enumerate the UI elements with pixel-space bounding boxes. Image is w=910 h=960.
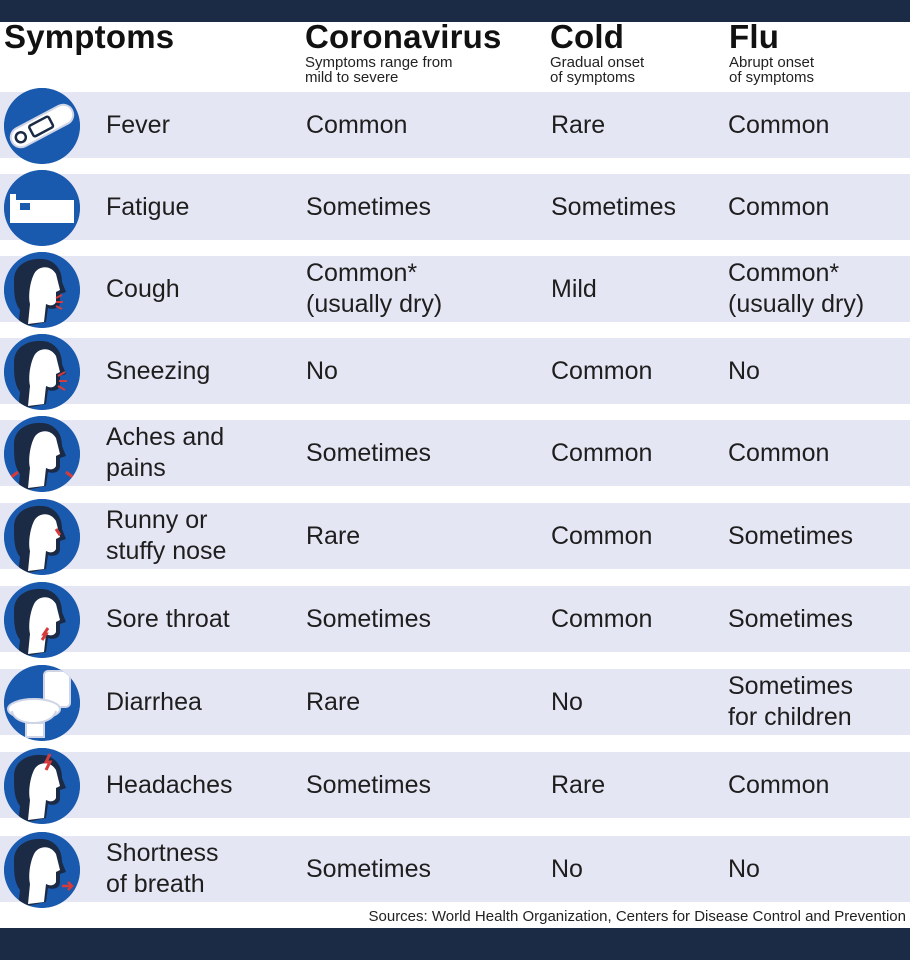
cold-cell — [551, 669, 721, 735]
symptom-cell-text: Runny or stuffy nose — [106, 506, 227, 565]
top-frame-bar — [0, 0, 910, 22]
cold-cell-text: No — [551, 854, 583, 883]
flu-cell — [728, 669, 910, 735]
thermometer-icon — [4, 88, 80, 164]
flu-cell-text: Common — [728, 110, 830, 139]
sneeze-head-icon — [4, 334, 80, 410]
coronavirus-cell — [306, 174, 546, 240]
coronavirus-cell — [306, 420, 546, 486]
symptom-cell-text: Diarrhea — [106, 687, 202, 716]
cold-cell-text: Rare — [551, 110, 606, 139]
symptom-cell-text: Shortness of breath — [106, 839, 219, 898]
flu-cell — [728, 752, 910, 818]
table-row — [0, 92, 910, 158]
coronavirus-cell-text: Common* (usually dry) — [306, 259, 443, 318]
flu-cell — [728, 420, 910, 486]
symptom-cell-text: Fatigue — [106, 192, 190, 221]
flu-cell-text: No — [728, 356, 760, 385]
symptom-cell — [106, 256, 296, 322]
table-row — [0, 256, 910, 322]
coronavirus-cell — [306, 92, 546, 158]
coronavirus-cell — [306, 836, 546, 902]
symptom-cell — [106, 338, 296, 404]
symptom-cell-text: Headaches — [106, 770, 233, 799]
flu-cell — [728, 338, 910, 404]
sore-throat-head-icon — [4, 582, 80, 658]
cold-cell — [551, 92, 721, 158]
coronavirus-cell — [306, 586, 546, 652]
header-flu-title: Flu — [729, 22, 780, 55]
symptom-cell — [106, 503, 296, 569]
toilet-icon — [4, 665, 80, 741]
table-row — [0, 503, 910, 569]
table-row — [0, 752, 910, 818]
table-row — [0, 586, 910, 652]
header-coronavirus-subtitle: Symptoms range from mild to severe — [305, 54, 453, 86]
header-coronavirus-title: Coronavirus — [305, 22, 502, 55]
symptom-cell-text: Cough — [106, 274, 180, 303]
header-flu-subtitle: Abrupt onset of symptoms — [729, 54, 815, 86]
flu-cell-text: No — [728, 854, 760, 883]
coronavirus-cell-text: Common — [306, 110, 408, 139]
flu-cell-text: Sometimes — [728, 521, 854, 550]
symptom-cell — [106, 92, 296, 158]
flu-cell — [728, 503, 910, 569]
flu-cell-text: Common — [728, 438, 830, 467]
runny-nose-head-icon — [4, 499, 80, 575]
flu-cell — [728, 174, 910, 240]
coronavirus-cell-text: Rare — [306, 687, 361, 716]
flu-cell — [728, 836, 910, 902]
table-row — [0, 338, 910, 404]
header-flu — [729, 22, 814, 85]
coronavirus-cell — [306, 752, 546, 818]
bottom-frame-bar — [0, 928, 910, 960]
symptom-cell — [106, 836, 296, 902]
symptom-cell-text: Sore throat — [106, 604, 230, 633]
flu-cell — [728, 256, 910, 322]
header-symptoms-title: Symptoms — [4, 22, 175, 55]
coronavirus-cell — [306, 256, 546, 322]
coronavirus-cell — [306, 338, 546, 404]
sources-note: Sources: World Health Organization, Centers for Disease Control and Prevention — [368, 908, 906, 925]
flu-cell-text: Sometimes for children — [728, 672, 854, 731]
table-row — [0, 420, 910, 486]
header-coronavirus — [305, 22, 502, 85]
coronavirus-cell-text: Sometimes — [306, 438, 432, 467]
flu-cell-text: Common — [728, 192, 830, 221]
header-symptoms — [4, 22, 174, 53]
cold-cell-text: Common — [551, 438, 653, 467]
flu-cell-text: Sometimes — [728, 604, 854, 633]
cold-cell — [551, 420, 721, 486]
coronavirus-cell — [306, 503, 546, 569]
cold-cell-text: Mild — [551, 274, 597, 303]
table-row — [0, 174, 910, 240]
flu-cell-text: Common — [728, 770, 830, 799]
cough-head-icon — [4, 252, 80, 328]
symptom-cell — [106, 752, 296, 818]
coronavirus-cell — [306, 669, 546, 735]
header-cold-title: Cold — [550, 22, 625, 55]
cold-cell-text: Common — [551, 356, 653, 385]
table-row — [0, 669, 910, 735]
cold-cell — [551, 256, 721, 322]
coronavirus-cell-text: Sometimes — [306, 604, 432, 633]
cold-cell-text: Sometimes — [551, 192, 677, 221]
cold-cell-text: Common — [551, 521, 653, 550]
symptom-cell — [106, 420, 296, 486]
symptom-cell — [106, 669, 296, 735]
coronavirus-cell-text: Sometimes — [306, 770, 432, 799]
symptom-comparison-chart — [0, 22, 910, 928]
cold-cell — [551, 338, 721, 404]
header-cold-subtitle: Gradual onset of symptoms — [550, 54, 645, 86]
cold-cell — [551, 836, 721, 902]
breath-head-icon — [4, 832, 80, 908]
coronavirus-cell-text: No — [306, 356, 338, 385]
cold-cell — [551, 503, 721, 569]
coronavirus-cell-text: Rare — [306, 521, 361, 550]
cold-cell — [551, 174, 721, 240]
flu-cell — [728, 586, 910, 652]
headache-head-icon — [4, 748, 80, 824]
flu-cell — [728, 92, 910, 158]
coronavirus-cell-text: Sometimes — [306, 192, 432, 221]
symptom-cell — [106, 174, 296, 240]
cold-cell-text: Rare — [551, 770, 606, 799]
aches-head-icon — [4, 416, 80, 492]
symptom-cell-text: Sneezing — [106, 356, 211, 385]
bed-icon — [4, 170, 80, 246]
cold-cell-text: No — [551, 687, 583, 716]
flu-cell-text: Common* (usually dry) — [728, 259, 865, 318]
cold-cell-text: Common — [551, 604, 653, 633]
coronavirus-cell-text: Sometimes — [306, 854, 432, 883]
header-cold — [550, 22, 644, 85]
symptom-cell — [106, 586, 296, 652]
cold-cell — [551, 586, 721, 652]
symptom-cell-text: Aches and pains — [106, 423, 225, 482]
table-row — [0, 836, 910, 902]
cold-cell — [551, 752, 721, 818]
symptom-cell-text: Fever — [106, 110, 170, 139]
